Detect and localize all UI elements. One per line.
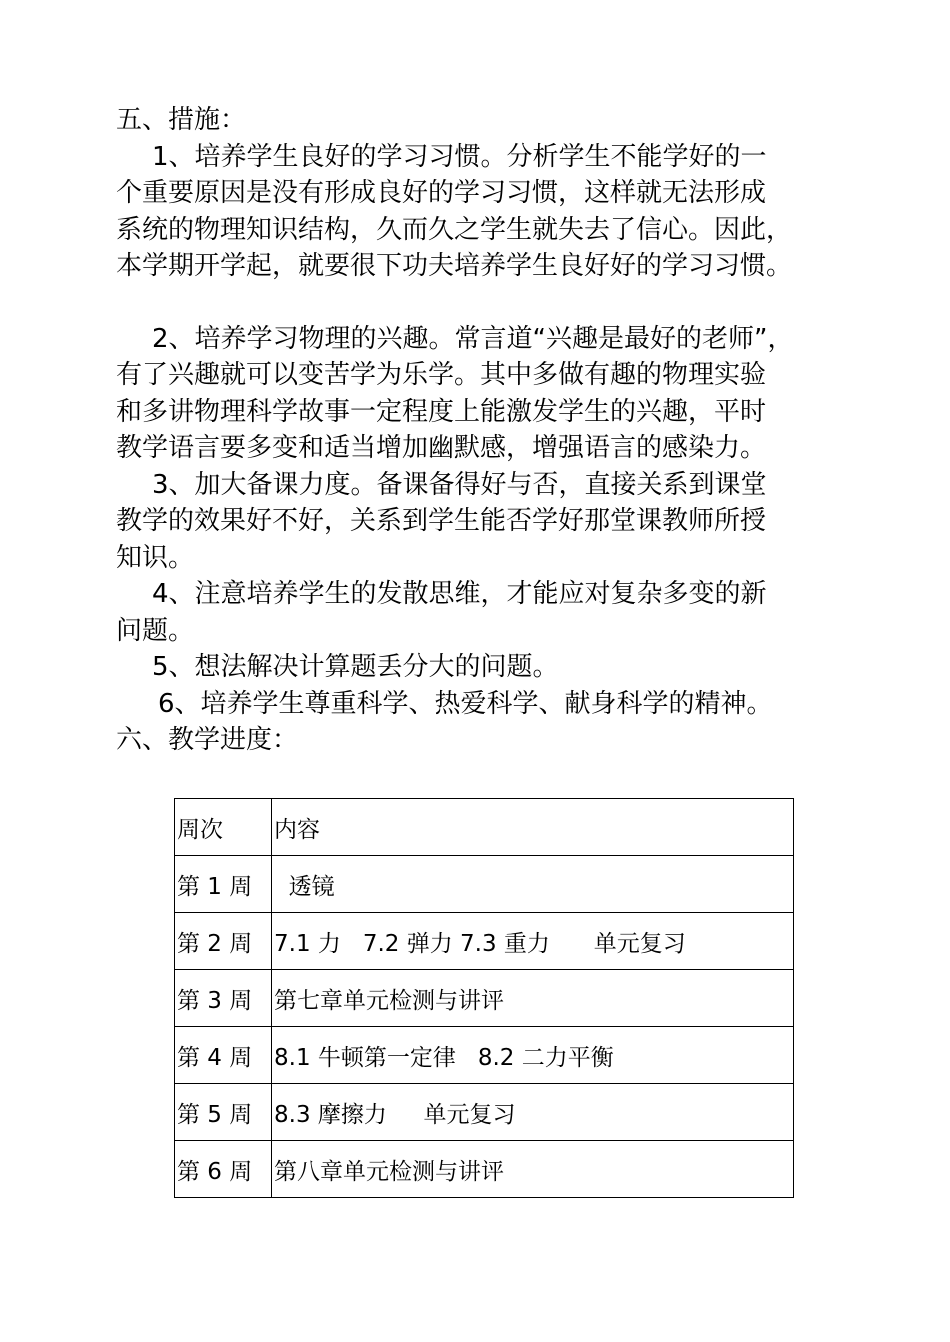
table-cell-content: 8.3 摩擦力 单元复习 <box>272 1084 794 1141</box>
table-cell-week: 第 3 周 <box>175 970 272 1027</box>
table-cell-week: 第 1 周 <box>175 856 272 913</box>
table-header-cell: 内容 <box>272 799 794 856</box>
table-row <box>175 1027 794 1084</box>
table-cell-content: 第八章单元检测与讲评 <box>272 1141 794 1198</box>
paragraph-line: 个重要原因是没有形成良好的学习习惯，这样就无法形成 <box>116 178 767 208</box>
table-header-cell: 周次 <box>175 799 272 856</box>
table-row <box>175 856 794 913</box>
paragraph-line: 知识。 <box>116 542 195 573</box>
paragraph-line: 2、培养学习物理的兴趣。常言道“兴趣是最好的老师”， <box>152 323 794 354</box>
paragraph-line: 系统的物理知识结构，久而久之学生就失去了信心。因此， <box>116 214 793 245</box>
paragraph-line: 有了兴趣就可以变苦学为乐学。其中多做有趣的物理实验 <box>116 360 767 390</box>
table-row <box>175 1141 794 1198</box>
table-row <box>175 1084 794 1141</box>
table-row <box>175 970 794 1027</box>
paragraph-line: 本学期开学起，就要很下功夫培养学生良好好的学习习惯。 <box>116 251 793 281</box>
paragraph-line: 和多讲物理科学故事一定程度上能激发学生的兴趣，平时 <box>116 396 767 427</box>
paragraph-line: 5、想法解决计算题丢分大的问题。 <box>152 652 559 682</box>
paragraph-line: 3、加大备课力度。备课备得好与否，直接关系到课堂 <box>152 469 767 500</box>
paragraph-line: 6、培养学生尊重科学、热爱科学、献身科学的精神。 <box>158 688 773 719</box>
table-cell-content: 第七章单元检测与讲评 <box>272 970 794 1027</box>
paragraph-line: 1、培养学生良好的学习习惯。分析学生不能学好的一 <box>152 141 767 172</box>
table-cell-week: 第 6 周 <box>175 1141 272 1198</box>
table-cell-content: 透镜 <box>272 856 794 913</box>
table-cell-content: 8.1 牛顿第一定律 8.2 二力平衡 <box>272 1027 794 1084</box>
paragraph-gap <box>116 285 876 321</box>
table-cell-week: 第 5 周 <box>175 1084 272 1141</box>
paragraph-line: 教学语言要多变和适当增加幽默感，增强语言的感染力。 <box>116 433 767 463</box>
table-cell-content: 7.1 力 7.2 弹力 7.3 重力 单元复习 <box>272 913 794 970</box>
paragraph-line: 问题。 <box>116 615 195 646</box>
document-body <box>116 102 876 759</box>
paragraph-line: 4、注意培养学生的发散思维，才能应对复杂多变的新 <box>152 579 767 609</box>
table-cell-week: 第 2 周 <box>175 913 272 970</box>
table-row <box>175 913 794 970</box>
paragraph-line: 教学的效果好不好，关系到学生能否学好那堂课教师所授 <box>116 506 767 536</box>
section-heading-measures: 五、措施： <box>116 105 247 135</box>
table-header-row <box>175 799 794 856</box>
section-heading-schedule: 六、教学进度： <box>116 725 299 755</box>
table-cell-week: 第 4 周 <box>175 1027 272 1084</box>
schedule-table <box>174 798 794 1198</box>
